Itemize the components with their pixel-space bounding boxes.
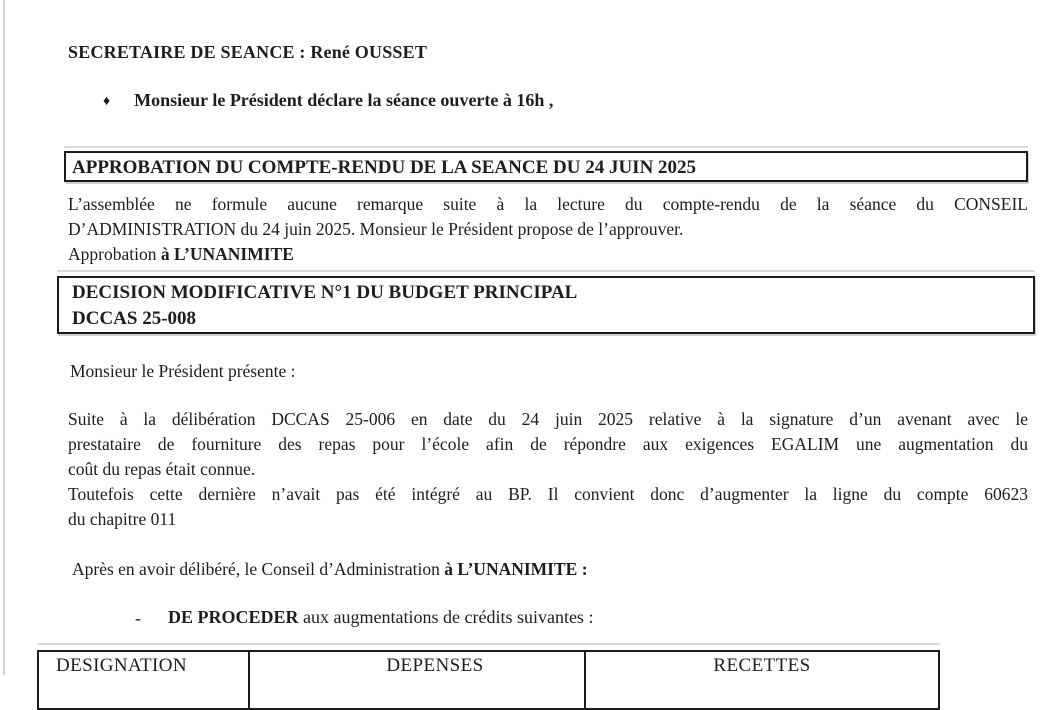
scan-left-edge-artifact [3,0,5,675]
table-header-recettes: RECETTES [713,655,811,676]
scan-shadow-above-section1 [64,146,1028,148]
section2-heading-line2: DCCAS 25-008 [72,308,197,329]
procedure-list-item [168,607,593,628]
list-dash: - [135,608,141,628]
approval-line [68,242,1028,267]
approval-unanimite-bold: à L’UNANIMITE [160,244,294,264]
procedure-text-rest: aux augmentations de crédits suivantes : [298,607,594,627]
paragraph-line: Toutefois cette dernière n’avait pas été intégré au BP. Il convient donc d’augmenter la ligne du compte 60623 [68,484,1028,504]
scan-shadow-above-table [37,643,940,645]
secretary-line: SECRETAIRE DE SEANCE : René OUSSET [68,42,428,62]
diamond-bullet-icon: ♦ [103,94,111,109]
budget-paragraph [68,407,1028,532]
section1-paragraph [68,192,1028,267]
deliberation-unanimite-bold: à L’UNANIMITE : [444,559,588,579]
paragraph-line: D’ADMINISTRATION du 24 juin 2025. Monsieur le Président propose de l’approuver. [68,219,684,239]
section1-heading-box [64,151,1028,182]
approval-prefix: Approbation [68,244,161,264]
table-header-depenses: DEPENSES [250,652,586,708]
paragraph-line: coût du repas était connue. [68,459,256,479]
paragraph-line: Suite à la délibération DCCAS 25-006 en date du 24 juin 2025 relative à la signature d’un avenant avec le [68,409,1028,429]
president-presents-line: Monsieur le Président présente : [70,361,296,381]
deliberation-line [72,557,588,582]
opening-bullet-row [103,90,553,111]
paragraph-line: prestataire de fourniture des repas pour l’école afin de répondre aux exigences EGALIM une augmentation du [68,434,1028,454]
deliberation-prefix: Après en avoir délibéré, le Conseil d’Administration [72,559,445,579]
paragraph-line: L’assemblée ne formule aucune remarque suite à la lecture du compte-rendu de la séance du CONSEIL [68,194,1028,214]
paragraph-line: du chapitre 011 [68,509,177,529]
scan-shadow-above-section2 [57,270,1035,272]
section2-heading-line1: DECISION MODIFICATIVE N°1 DU BUDGET PRINCIPAL [72,282,578,303]
table-header-designation: DESIGNATION [39,652,250,708]
section2-heading-box [57,276,1035,334]
section1-heading: APPROBATION DU COMPTE-RENDU DE LA SEANCE DU 24 JUIN 2025 [72,157,697,178]
de-proceder-bold: DE PROCEDER [168,607,299,627]
credits-table [37,650,940,710]
opening-bullet-text: Monsieur le Président déclare la séance ouverte à 16h , [134,90,554,110]
